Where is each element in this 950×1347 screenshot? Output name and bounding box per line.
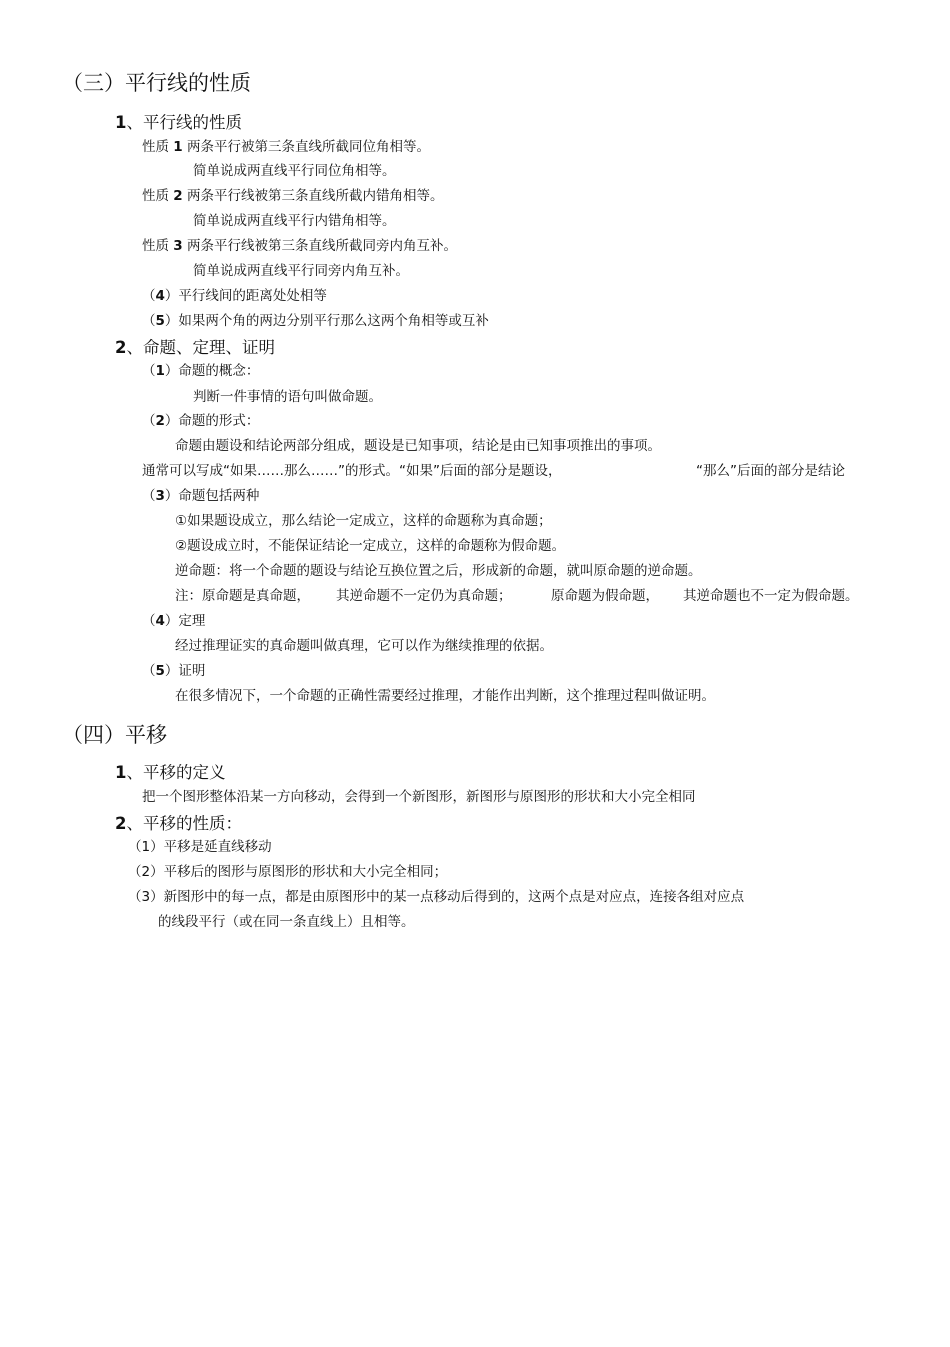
item-text: ）证明: [164, 663, 206, 679]
item-number: 4: [155, 288, 165, 304]
property-label: 性质: [142, 188, 174, 204]
property-5: [142, 312, 489, 330]
item-3-true: ①如果题设成立，那么结论一定成立，这样的命题称为真命题；: [175, 513, 552, 529]
paren-open: （: [142, 363, 156, 379]
paren-open: （: [142, 613, 156, 629]
item-2-body-2a: 通常可以写成“如果……那么……”的形式。“如果”后面的部分是题设，: [142, 463, 562, 479]
property-label: 性质: [142, 238, 174, 254]
heading-text: 、命题、定理、证明: [126, 338, 275, 357]
item-number: 4: [155, 613, 165, 629]
item-number: 5: [155, 313, 165, 329]
item-3-converse: 逆命题：将一个命题的题设与结论互换位置之后，形成新的命题，就叫原命题的逆命题。: [175, 563, 702, 579]
item-number: 3: [155, 488, 165, 504]
translation-property-2: （2）平移后的图形与原图形的形状和大小完全相同；: [128, 864, 448, 880]
section-3-1-heading: [115, 113, 242, 133]
heading-number: 1: [115, 113, 127, 132]
item-3-note-3: 原命题为假命题，: [551, 588, 659, 604]
item-3-note-2: 其逆命题不一定仍为真命题；: [336, 588, 512, 604]
property-1: [142, 138, 430, 156]
translation-property-3: （3）新图形中的每一点，都是由原图形中的某一点移动后得到的，这两个点是对应点，连接各组对应点: [128, 889, 745, 905]
property-3-simple: 简单说成两直线平行同旁内角互补。: [193, 263, 409, 279]
paren-open: （: [142, 488, 156, 504]
heading-number: 2: [115, 338, 127, 357]
translation-property-1: （1）平移是延直线移动: [128, 839, 272, 855]
section-3-title: （三）平行线的性质: [62, 71, 251, 95]
item-text: ）定理: [164, 613, 206, 629]
property-4: [142, 287, 327, 305]
item-5-heading: [142, 662, 205, 680]
item-text: ）命题包括两种: [164, 488, 260, 504]
item-number: 5: [155, 663, 165, 679]
property-text: 两条平行被第三条直线所截同位角相等。: [182, 139, 430, 155]
item-text: ）如果两个角的两边分别平行那么这两个角相等或互补: [164, 313, 489, 329]
item-3-note-1: 注：原命题是真命题，: [175, 588, 310, 604]
item-number: 2: [155, 413, 165, 429]
item-2-heading: [142, 412, 259, 430]
item-4-body: 经过推理证实的真命题叫做真理，它可以作为继续推理的依据。: [175, 638, 553, 654]
item-1-heading: [142, 362, 259, 380]
item-text: ）命题的概念：: [164, 363, 260, 379]
heading-text: 、平移的定义: [126, 763, 226, 782]
section-4-title: （四）平移: [62, 723, 167, 747]
heading-number: 2: [115, 814, 127, 833]
item-5-body: 在很多情况下，一个命题的正确性需要经过推理，才能作出判断，这个推理过程叫做证明。: [175, 688, 715, 704]
property-number: 3: [173, 238, 183, 254]
heading-number: 1: [115, 763, 127, 782]
item-1-body: 判断一件事情的语句叫做命题。: [193, 389, 382, 405]
section-4-1-heading: [115, 763, 225, 783]
property-3: [142, 237, 457, 255]
property-2-simple: 简单说成两直线平行内错角相等。: [193, 213, 396, 229]
property-number: 1: [173, 139, 183, 155]
property-2: [142, 187, 444, 205]
translation-property-3-cont: 的线段平行（或在同一条直线上）且相等。: [158, 914, 415, 930]
paren-open: （: [142, 313, 156, 329]
item-4-heading: [142, 612, 205, 630]
section-4-2-heading: [115, 814, 242, 834]
paren-open: （: [142, 663, 156, 679]
heading-text: 、平行线的性质: [126, 113, 242, 132]
property-text: 两条平行线被第三条直线所截内错角相等。: [182, 188, 444, 204]
item-3-heading: [142, 487, 259, 505]
item-text: ）平行线间的距离处处相等: [164, 288, 327, 304]
paren-open: （: [142, 288, 156, 304]
section-4-1-body: 把一个图形整体沿某一方向移动，会得到一个新图形，新图形与原图形的形状和大小完全相同: [142, 789, 696, 805]
property-label: 性质: [142, 139, 174, 155]
section-3-2-heading: [115, 338, 275, 358]
item-number: 1: [155, 363, 165, 379]
item-text: ）命题的形式：: [164, 413, 260, 429]
property-1-simple: 简单说成两直线平行同位角相等。: [193, 163, 396, 179]
item-2-body: 命题由题设和结论两部分组成，题设是已知事项，结论是由已知事项推出的事项。: [175, 438, 661, 454]
heading-text: 、平移的性质：: [126, 814, 242, 833]
paren-open: （: [142, 413, 156, 429]
property-number: 2: [173, 188, 183, 204]
item-3-false: ②题设成立时，不能保证结论一定成立，这样的命题称为假命题。: [175, 538, 566, 554]
item-3-note-4: 其逆命题也不一定为假命题。: [683, 588, 859, 604]
item-2-body-2b: “那么”后面的部分是结论: [696, 463, 845, 479]
property-text: 两条平行线被第三条直线所截同旁内角互补。: [182, 238, 457, 254]
